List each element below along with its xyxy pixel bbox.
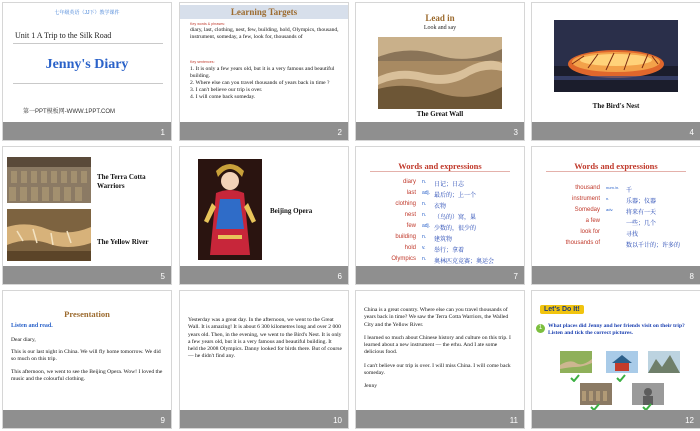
slide-thumbnail-11[interactable] <box>355 290 525 429</box>
vocab-pos: n. <box>422 212 427 218</box>
vocab-meaning: 日记；日志 <box>434 181 465 188</box>
slide-footer <box>3 410 171 428</box>
slide-thumbnail-4[interactable] <box>531 2 700 141</box>
vocab-meaning: 一些；几个 <box>626 220 657 227</box>
key-words-label: Key words & phrases: <box>190 22 225 26</box>
slide-number: 11 <box>509 416 518 425</box>
vocab-meaning: 奥林匹克竞赛；奥运会 <box>434 258 495 265</box>
vocab-meaning: 衣物 <box>434 203 447 210</box>
lets-do-it-badge: Let's Do It! <box>540 305 584 314</box>
vocab-row <box>356 190 524 201</box>
vocab-pos: n. <box>422 234 427 240</box>
signature-text: Jenny <box>364 383 378 390</box>
slide-content <box>532 3 700 122</box>
slide-content <box>180 3 348 122</box>
vocab-word: instrument <box>571 196 600 202</box>
vocab-word: Olympics <box>391 256 416 262</box>
vocab-word: Someday <box>574 207 600 213</box>
sentence: 2. Where else can you travel thousands of years back in time ? <box>190 80 330 86</box>
paragraph: I can't believe our trip is over. I will miss China. I will come back someday. <box>364 362 511 377</box>
slide-thumbnail-7[interactable] <box>355 146 525 285</box>
vocab-word: look for <box>580 229 600 235</box>
vocab-row <box>356 223 524 234</box>
slide-footer <box>180 266 348 284</box>
slide-number: 8 <box>689 272 694 281</box>
great-wall-image <box>378 37 502 109</box>
slide-footer <box>3 122 171 140</box>
check-icon <box>616 374 626 382</box>
vocab-meaning: 最后的；上一个 <box>434 192 477 199</box>
vocab-word: hold <box>404 245 416 251</box>
vocab-word: thousands of <box>565 240 600 246</box>
slide-content <box>3 147 171 266</box>
slide-footer <box>356 122 524 140</box>
divider <box>13 83 163 84</box>
vocab-row <box>532 240 700 251</box>
slide-number: 3 <box>513 128 518 137</box>
vocab-pos: n. <box>422 179 427 185</box>
slide-content <box>532 147 700 266</box>
slide-number: 1 <box>160 128 165 137</box>
terra-cotta-thumbnail[interactable] <box>580 383 612 405</box>
key-words-list: diary, last, clothing, nest, few, building, hold, Olympics, thousand, instrument, someday, a few, look for, thousands of <box>190 27 339 40</box>
yellow-river-image <box>7 209 91 261</box>
vocabulary-list <box>356 179 524 267</box>
vocab-pos: n. <box>422 256 427 262</box>
vocab-pos: adj. <box>422 190 431 196</box>
vocab-meaning: 建筑物 <box>434 236 453 243</box>
terra-cotta-warriors-image <box>7 157 91 203</box>
caption-yellow-river: The Yellow River <box>97 238 149 246</box>
image-caption: Beijing Opera <box>270 207 313 215</box>
vocab-word: thousand <box>575 185 600 191</box>
paragraph: This afternoon, we went to see the Beijing Opera. Wow! I loved the music and the colourful clothing. <box>11 368 163 382</box>
slide-content <box>356 3 524 122</box>
paragraph: Dear diary, <box>11 337 36 343</box>
vocab-meaning: 寻找 <box>626 231 639 238</box>
slide-number: 12 <box>685 416 694 425</box>
slide-number: 9 <box>160 416 165 425</box>
vocab-word: diary <box>402 179 416 185</box>
diary-text: Yesterday was a great day. In the afternoon, we went to the Great Wall. It is amazing! It is about 6 300 kilometres long and over 2 000 years old. Then, in the evening, we went to the Bird's Nest. It is only a few years old, but it is a very famous and beautiful building. It held the 2008 Olympics. Danny looked for birds there. But of course — he didn't find any. <box>188 317 342 360</box>
vocab-pos: n. <box>422 201 427 207</box>
slide-subtitle: Look and say <box>423 25 457 31</box>
slide-thumbnail-8[interactable] <box>531 146 700 285</box>
slide-thumbnail-6[interactable] <box>179 146 349 285</box>
slide-content <box>3 3 171 122</box>
key-sentences-label: Key sentences: <box>190 60 215 64</box>
vocab-pos: adv. <box>606 207 614 212</box>
slide-thumbnail-2[interactable] <box>179 2 349 141</box>
vocabulary-list <box>532 185 700 251</box>
slide-thumbnail-9[interactable] <box>2 290 172 429</box>
key-sentences <box>190 66 344 101</box>
slide-thumbnail-12[interactable] <box>531 290 700 429</box>
mountain-thumbnail[interactable] <box>648 351 680 373</box>
temple-thumbnail[interactable] <box>606 351 638 373</box>
slide-number: 2 <box>337 128 342 137</box>
vocab-row <box>356 245 524 256</box>
sentence: 4. I will come back someday. <box>190 94 256 100</box>
vocab-row <box>532 229 700 240</box>
vocab-meaning: 数以千计的；许多的 <box>626 242 681 249</box>
paragraph: China is a great country. Where else can you travel thousands of years back in time? We saw the Terra Cotta Warriors, the Walled City and the Yellow River. <box>364 307 509 328</box>
slide-number: 5 <box>160 272 165 281</box>
vocab-row <box>356 201 524 212</box>
diary-text <box>364 307 518 397</box>
slide-footer <box>180 122 348 140</box>
vocab-word: nest <box>404 212 416 218</box>
vocab-row <box>532 185 700 196</box>
divider <box>13 43 163 44</box>
vocab-meaning: 千 <box>626 187 633 194</box>
vocab-meaning: 少数的，很少的 <box>434 225 477 232</box>
item-number-badge: 1 <box>536 324 545 333</box>
slide-content <box>180 291 348 410</box>
slide-thumbnail-3[interactable] <box>355 2 525 141</box>
slide-footer <box>356 266 524 284</box>
vocab-pos: num./n. <box>606 185 620 190</box>
brand-text: 第一PPT模板网-WWW.1PPT.COM <box>23 109 115 115</box>
vocab-row <box>356 179 524 190</box>
slide-footer <box>532 410 700 428</box>
vocab-meaning: 乐器；仪器 <box>626 198 657 205</box>
vocab-meaning: 将来有一天 <box>626 209 657 216</box>
vocab-row <box>532 196 700 207</box>
slide-content <box>3 291 171 410</box>
slide-number: 4 <box>689 128 694 137</box>
exercise-question: What places did Jenny and her friends visit on their trip? Listen and tick the correct pictures. <box>548 323 685 336</box>
slide-title: Lead in <box>425 13 455 23</box>
vocab-row <box>532 207 700 218</box>
slide-title: Learning Targets <box>230 7 298 17</box>
slide-content <box>532 291 700 410</box>
slide-content <box>356 147 524 266</box>
slide-footer <box>532 122 700 140</box>
vocab-row <box>356 212 524 223</box>
slide-footer <box>180 410 348 428</box>
check-icon <box>570 374 580 382</box>
diary-text <box>11 337 167 388</box>
sentence: 1. It is only a few years old, but it is a very famous and beautiful building. <box>190 66 335 79</box>
instruction-text: Listen and read. <box>11 323 53 329</box>
unit-title: Unit 1 A Trip to the Silk Road <box>15 31 112 40</box>
vocab-word: last <box>406 190 416 196</box>
slide-title: Words and expressions <box>398 161 482 171</box>
vocab-word: clothing <box>395 201 416 207</box>
slide-thumbnail-10[interactable] <box>179 290 349 429</box>
slide-number: 6 <box>337 272 342 281</box>
vocab-pos: n. <box>606 196 610 201</box>
sentence: 3. I can't believe our trip is over. <box>190 87 263 93</box>
slide-title: Presentation <box>64 309 110 319</box>
statue-thumbnail[interactable] <box>632 383 664 405</box>
divider <box>546 171 686 172</box>
great-wall-thumbnail[interactable] <box>560 351 592 373</box>
slide-footer <box>532 266 700 284</box>
slide-thumbnail-5[interactable] <box>2 146 172 285</box>
slide-footer <box>3 266 171 284</box>
lesson-title: Jenny's Diary <box>45 57 129 72</box>
vocab-pos: v. <box>422 245 426 251</box>
slide-content <box>180 147 348 266</box>
image-caption: The Great Wall <box>416 110 464 118</box>
vocab-word: few <box>406 223 416 229</box>
slide-thumbnail-1[interactable] <box>2 2 172 141</box>
vocab-word: building <box>395 234 416 240</box>
beijing-opera-image <box>198 159 262 260</box>
slide-number: 7 <box>513 272 518 281</box>
slide-number: 10 <box>333 416 342 425</box>
divider <box>370 171 510 172</box>
paragraph: This is our last night in China. We will fly home tomorrow. We did so much on this trip. <box>11 349 161 363</box>
paragraph: I learned so much about Chinese history and culture on this trip. I learned about a new instrument — the erhu. And I ate some delicious food. <box>364 334 511 356</box>
slide-title: Words and expressions <box>574 161 658 171</box>
slide-footer <box>356 410 524 428</box>
caption-terra-cotta: The Terra Cotta Warriors <box>97 173 146 190</box>
slide-content <box>356 291 524 410</box>
publisher-label: 七年级英语（JJ下）教学课件 <box>54 10 120 16</box>
vocab-pos: adj. <box>422 223 431 229</box>
vocab-meaning: 举行；拿着 <box>434 247 465 254</box>
image-caption: The Bird's Nest <box>592 102 640 110</box>
vocab-word: a few <box>585 218 600 224</box>
vocab-row <box>356 234 524 245</box>
birds-nest-image <box>554 20 678 92</box>
vocab-meaning: （鸟的）窝，巢 <box>434 214 477 221</box>
vocab-row <box>532 218 700 229</box>
